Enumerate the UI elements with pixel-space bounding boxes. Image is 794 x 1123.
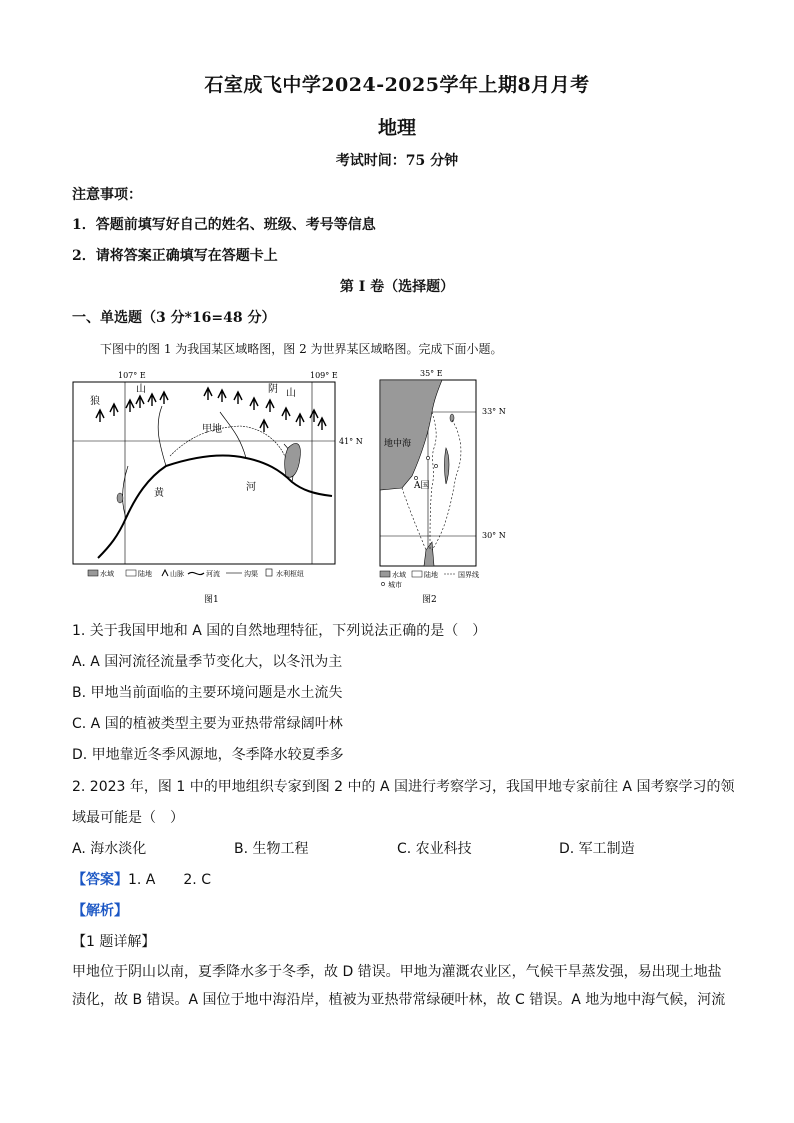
question-1-option-d: D. 甲地靠近冬季风源地，冬季降水较夏季多 bbox=[72, 747, 344, 763]
question-2-option-d: D. 军工制造 bbox=[559, 841, 635, 857]
question-2-option-c: C. 农业科技 bbox=[397, 841, 472, 857]
answer-line bbox=[72, 869, 211, 889]
question-1-stem: 1. 关于我国甲地和 A 国的自然地理特征，下列说法正确的是（ ） bbox=[72, 623, 487, 639]
fig1-label-shan2: 山 bbox=[286, 388, 296, 399]
analysis-subheading: 【1 题详解】 bbox=[72, 934, 156, 950]
fig2-lat-top: 33° N bbox=[482, 407, 506, 416]
subject-title: 地理 bbox=[377, 117, 416, 139]
question-2-option-b: B. 生物工程 bbox=[234, 841, 309, 857]
analysis-line-2: 渍化，故 B 错误。A 国位于地中海沿岸，植被为亚热带常绿硬叶林，故 C 错误。A 地为地中海气候，河流 bbox=[72, 992, 726, 1008]
volume-heading: 第 I 卷（选择题） bbox=[339, 279, 455, 295]
fig1-caption: 图1 bbox=[204, 595, 219, 605]
fig2-legend-city: 城市 bbox=[388, 581, 402, 589]
fig1-label-huang: 黄 bbox=[154, 488, 164, 499]
question-2-option-a: A. 海水淡化 bbox=[72, 841, 147, 857]
fig2-legend-border: 国界线 bbox=[458, 571, 479, 579]
answer-value: 1. A 2. C bbox=[128, 872, 211, 888]
notice-heading: 注意事项： bbox=[72, 187, 142, 203]
fig1-legend-canal: 沟渠 bbox=[244, 570, 258, 578]
fig1-lat: 41° N bbox=[339, 437, 363, 446]
exam-time: 考试时间：75 分钟 bbox=[335, 153, 459, 169]
analysis-line-1: 甲地位于阴山以南，夏季降水多于冬季，故 D 错误。甲地为灌溉农业区，气候干旱蒸发强，易出现土地盐 bbox=[72, 964, 722, 980]
notice-item-1: 1．答题前填写好自己的姓名、班级、考号等信息 bbox=[72, 217, 376, 233]
fig1-legend-dam: 水利枢纽 bbox=[276, 570, 304, 578]
question-1-option-a: A. A 国河流径流量季节变化大，以冬汛为主 bbox=[72, 654, 343, 670]
fig1-label-shan1: 山 bbox=[136, 384, 146, 395]
fig2-legend bbox=[380, 570, 479, 589]
exam-title: 石室成飞中学2024-2025学年上期8月月考 bbox=[204, 74, 590, 96]
fig1-legend-land: 陆地 bbox=[138, 570, 152, 578]
fig1-label-lang: 狼 bbox=[90, 396, 100, 407]
figure-1-map bbox=[70, 366, 363, 606]
fig1-label-yin: 阴 bbox=[268, 384, 278, 395]
fig2-legend-water: 水域 bbox=[392, 571, 406, 579]
fig2-label-sea: 地中海 bbox=[384, 439, 412, 449]
fig2-lat-bottom: 30° N bbox=[482, 531, 506, 540]
fig2-caption: 图2 bbox=[422, 595, 437, 605]
answer-tag: 【答案】 bbox=[72, 872, 128, 888]
fig1-lon-right: 109° E bbox=[310, 371, 338, 380]
part-heading: 一、单选题（3 分*16=48 分） bbox=[72, 310, 276, 326]
analysis-tag: 【解析】 bbox=[72, 903, 128, 919]
fig1-lon-left: 107° E bbox=[118, 371, 146, 380]
analysis-body bbox=[72, 958, 732, 1014]
fig2-label-country: A国 bbox=[414, 481, 430, 491]
question-1-option-b: B. 甲地当前面临的主要环境问题是水土流失 bbox=[72, 685, 343, 701]
fig1-legend bbox=[88, 569, 304, 578]
question-1-option-c: C. A 国的植被类型主要为亚热带常绿阔叶林 bbox=[72, 716, 343, 732]
fig1-label-jiadi: 甲地 bbox=[202, 424, 222, 435]
notice-item-2: 2．请将答案正确填写在答题卡上 bbox=[72, 248, 278, 264]
fig1-legend-mountain: 山脉 bbox=[170, 570, 184, 578]
fig2-legend-land: 陆地 bbox=[424, 571, 438, 579]
fig2-lon: 35° E bbox=[420, 369, 443, 378]
question-2-stem-line2: 域最可能是（ ） bbox=[72, 810, 184, 826]
question-intro: 下图中的图 1 为我国某区域略图，图 2 为世界某区域略图。完成下面小题。 bbox=[100, 342, 503, 356]
figure-2-map bbox=[372, 366, 532, 606]
fig1-legend-river: 河流 bbox=[206, 570, 220, 578]
fig1-legend-water: 水域 bbox=[100, 570, 114, 578]
question-2-stem-line1: 2. 2023 年，图 1 中的甲地组织专家到图 2 中的 A 国进行考察学习，我国甲地专家前往 A 国考察学习的领 bbox=[72, 779, 735, 795]
fig1-label-he: 河 bbox=[246, 482, 256, 493]
